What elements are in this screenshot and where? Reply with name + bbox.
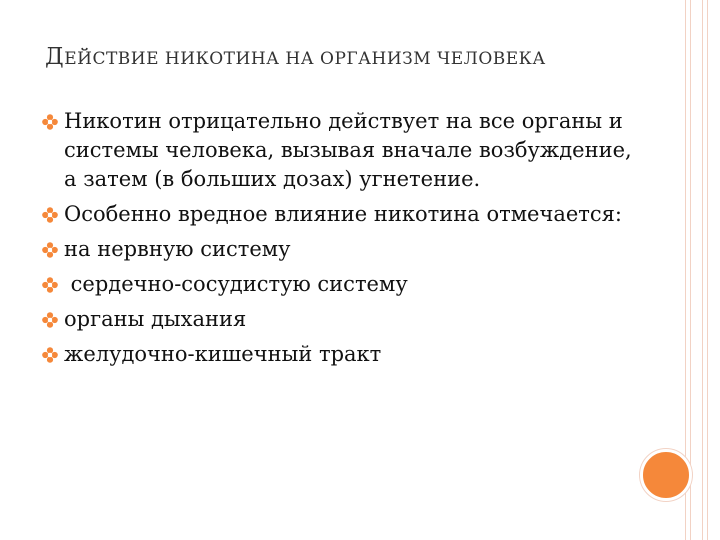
flower-bullet-icon bbox=[42, 207, 58, 223]
slide-title bbox=[45, 38, 645, 78]
list-item bbox=[42, 305, 642, 334]
flower-bullet-icon bbox=[42, 242, 58, 258]
list-item bbox=[42, 200, 642, 229]
title-rest: ЕЙСТВИЕ НИКОТИНА НА ОРГАНИЗМ ЧЕЛОВЕКА bbox=[64, 49, 546, 69]
decorative-circle bbox=[640, 449, 692, 501]
flower-bullet-icon bbox=[42, 312, 58, 328]
bullet-list bbox=[42, 107, 642, 375]
list-item bbox=[42, 235, 642, 264]
list-item bbox=[42, 270, 642, 299]
decorative-line bbox=[690, 0, 691, 540]
bullet-text: органы дыхания bbox=[64, 307, 247, 331]
bullet-text: Никотин отрицательно действует на все органы и системы человека, вызывая вначале возбуждение, а затем (в больших дозах) угнетение. bbox=[64, 109, 632, 191]
list-item bbox=[42, 340, 642, 369]
flower-bullet-icon bbox=[42, 347, 58, 363]
flower-bullet-icon bbox=[42, 114, 58, 130]
bullet-text: сердечно-сосудистую систему bbox=[64, 272, 408, 296]
list-item bbox=[42, 107, 642, 194]
bullet-text: на нервную систему bbox=[64, 237, 291, 261]
decorative-line bbox=[707, 0, 708, 540]
title-first-letter: Д bbox=[45, 44, 65, 70]
bullet-text: желудочно-кишечный тракт bbox=[64, 342, 382, 366]
decorative-line bbox=[702, 0, 703, 540]
flower-bullet-icon bbox=[42, 277, 58, 293]
bullet-text: Особенно вредное влияние никотина отмечается: bbox=[64, 202, 622, 226]
